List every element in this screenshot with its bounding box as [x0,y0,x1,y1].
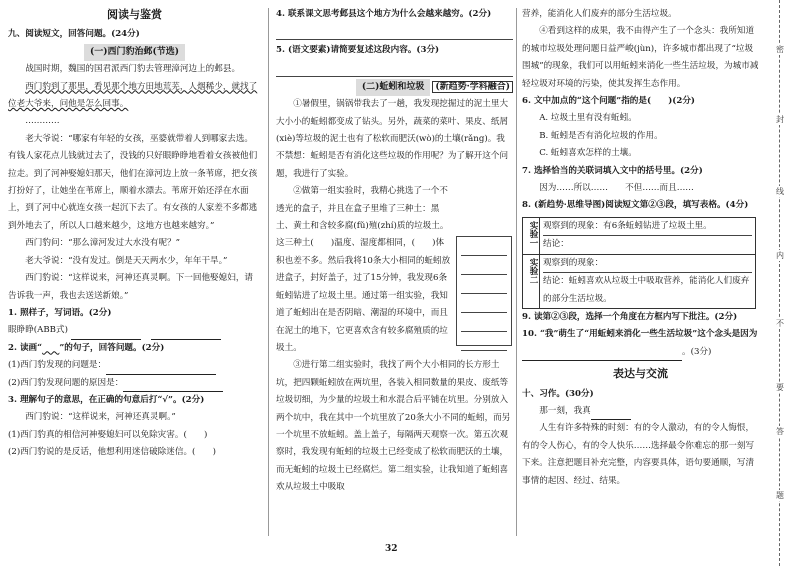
experiment-row-1 [523,218,755,255]
passage-para: 西门豹说：“这样说来，河神还真灵啊。下一回他娶媳妇，请告诉我一声，我也去送送新娘。” [8,273,254,301]
passage-para-underlined: 西门豹到了那里，看见那个地方田地荒芜，人烟稀少，就找了位老大爷来，问他是怎么回事。 [8,81,258,110]
seal-char: 要 [773,382,787,393]
passage-para: ①暑假里，锅锅带我去了一趟，我发现挖掘过的泥土里大大小小的蚯蚓都变成了钻头。另外，蔬菜的菜叶、果皮、纸屑(xiè)等垃圾的泥土也有了松软而肥沃(wò)的土壤(rǎng)。我不禁想：蚯蚓是否有消化这些垃圾的作用呢？为了解开这个问题，我进行了实验。 [276,99,509,179]
question-3: 3. 理解句子的意思，在正确的句意后打“√”。(2分) [8,394,205,405]
annotation-box[interactable] [456,236,512,346]
experiment-observation[interactable]: 观察到的现象： [543,255,752,273]
question-2: 2. 读画“ ”的句子，回答问题。(2分) [8,342,165,353]
question-5: 5. (语文要素)请简要复述这段内容。(3分) [276,45,440,56]
experiment-table [522,217,756,309]
seal-char: 密 [773,44,787,55]
passage-para: 西门豹问：“那么漳河发过大水没有呢？” [25,238,181,249]
seal-char: 不 [773,318,787,329]
question-6-option[interactable]: B. 蚯蚓是否有消化垃圾的作用。 [539,130,663,141]
answer-blank[interactable] [123,379,223,392]
question-8: 8. (新趋势·思维导图)阅读短文第②③段，填写表格。(4分) [522,200,749,211]
experiment-conclusion[interactable]: 结论： [543,239,569,250]
question-2-1: (1)西门豹发现的问题是： [8,357,261,374]
passage-para: 营养，能消化人们废弃的部分生活垃圾。 [522,9,677,19]
seal-char: 题 [773,490,787,501]
question-3-option-1[interactable]: (1)西门豹真的相信河神娶媳妇可以免除灾害。( ) [8,429,208,440]
section-ten-title: 十、习作。(30分) [522,388,594,399]
question-1-answer-row: 眼睁睁(ABB式) [8,322,261,339]
question-3-quote: 西门豹说：“这样说来，河神还真灵啊。” [25,412,176,423]
section-nine-title: 九、阅读短文，回答问题。(24分) [8,29,140,40]
question-4: 4. 联系课文思考邺县这个地方为什么会越来越穷。(2分) [276,9,492,19]
question-6-option[interactable]: C. 蚯蚓喜欢怎样的土壤。 [539,148,637,159]
left-column [8,6,261,462]
answer-line[interactable] [276,23,513,40]
essay-title-blank[interactable] [591,407,631,420]
question-6-option[interactable]: A. 垃圾土里有没有蚯蚓。 [539,113,637,124]
experiment-observation: 观察到的现象：有6条蚯蚓钻进了垃圾土里。 [543,218,752,236]
answer-blank[interactable] [106,362,216,375]
column-divider-2 [516,8,517,536]
passage-para: ④看到这样的成果，我不由得产生了一个念头：我所知道的城市垃圾处理问题日益严峻(jùn)，许多城市都出现了“垃圾围城”的现象，我们可以用蚯蚓来消化一些生活垃圾，为城市减轻垃圾对环境的污染，使其发挥生态作用。 [522,26,759,89]
answer-blank[interactable] [522,348,682,361]
section-heading-reading: 阅读与鉴赏 [107,8,162,21]
experiment-label: 实验二 [523,255,540,308]
passage-one-title: (一)西门豹治邺(节选) [8,44,261,61]
passage-para: ③进行第二组实验时，我找了两个大小相同的长方形土坑，把四颗蚯蚓放在两坑里，各装入相同数量的果皮、废纸等垃圾切细，为少量的垃圾土和水混合后平铺在坑里。分别放入两个坑中，我在其中一个坑里放了20条大小不同的蚯蚓，而另一个坑里不放蚯蚓。盖上盖子，每隔两天观察一次。第五次观察时，我发现有蚯蚓的垃圾土已经变成了松软而肥沃的土壤，而无蚯蚓的垃圾土已经腐烂。第二组实验，让我知道了蚯蚓喜欢从垃圾土中吸取 [276,360,511,493]
question-1: 1. 照样子，写词语。(2分) [8,307,112,318]
seal-char: 线 [773,186,787,197]
right-column [522,6,759,490]
answer-blank[interactable] [151,327,221,340]
seal-char: 内 [773,250,787,261]
passage-ellipsis: ………… [25,116,60,127]
seal-dashed-line [779,0,780,566]
answer-line[interactable] [276,60,513,77]
question-10-answer-row: 。(3分) [522,344,759,361]
question-6: 6. 文中加点的“这个问题”指的是( )(2分) [522,96,696,107]
question-10: 10. “我”萌生了“用蚯蚓来消化一些生活垃圾”这个念头是因为 [522,329,758,340]
question-3-option-2[interactable]: (2)西门豹说的是反话，他想利用迷信破除迷信。( ) [8,447,216,458]
passage-para: 老大爷说：“哪家有年轻的女孩，巫婆就带着人到哪家去选。有钱人家花点儿钱就过去了，没钱的只好眼睁睁地看着女孩被他们拉走。到了河神娶媳妇那天，他们在漳河边上放一条苇席，把女孩打扮好了，让她坐在苇席上，顺着水漂去。苇席开始还浮在水面上，到了河中心就连女孩一起沉下去了。有女孩的人家差不多都逃到外地去了，所以人口越来越少，这地方也越来越穷。” [8,133,258,231]
question-2-2: (2)西门豹发现问题的原因是： [8,375,261,392]
section-heading-expression: 表达与交流 [613,367,668,381]
question-7: 7. 选择恰当的关联词填入文中的括号里。(2分) [522,165,703,176]
passage-para: 战国时期，魏国的国君派西门豹去管理漳河边上的邺县。 [25,64,241,75]
experiment-label: 实验一 [523,218,540,254]
experiment-conclusion: 结论：蚯蚓喜欢从垃圾土中吸取营养，能消化人们废弃的部分生活垃圾。 [543,276,750,304]
column-divider-1 [268,8,269,536]
answer-blank[interactable] [71,327,141,340]
essay-instructions: 人生有许多特殊的时刻：有的令人激动，有的令人悔恨，有的令人伤心，有的令人快乐……选择最令你难忘的那一刻写下来。注意把题目补充完整，内容要具体，语句要通顺，写清事情的起因、经过、结果。 [522,423,755,486]
question-9: 9. 读第②③段，选择一个角度在方框内写下批注。(2分) [522,311,738,322]
seal-char: 答 [773,426,787,437]
seal-char: 封 [773,114,787,125]
passage-para: 老大爷说：“没有发过。倒是天天两水少，年年干旱。” [25,255,228,266]
passage-two-title: (二)蚯蚓和垃圾 (新趋势·学科融合) [276,79,513,96]
experiment-row-2 [523,255,755,308]
essay-title: 那一刻，我真 [522,403,759,420]
middle-column [276,6,513,497]
passage-para: ②做第一组实验时，我精心挑选了一个不透光的盒子，并且在盒子里堆了三种土：黑土、黄土和含较多腐(fǔ)殖(zhí)质的垃圾土。这三种土( )温度、湿度都相同，( )体积也差不多。然后我将10条大小相同的蚯蚓放进盒子，封好盖子，过了15分钟，我发现6条蚯蚓钻进了垃圾土里。通过第一组实验，我知道了蚯蚓出在是否阴暗、潮湿的环境中，而且在泥土的地下，它更喜欢含有较多腐殖质的垃圾土。 [276,186,451,353]
question-7-options: 因为……所以…… 不但……而且…… [539,183,694,194]
page-number: 32 [385,544,398,554]
seal-line-sidebar [765,0,795,566]
